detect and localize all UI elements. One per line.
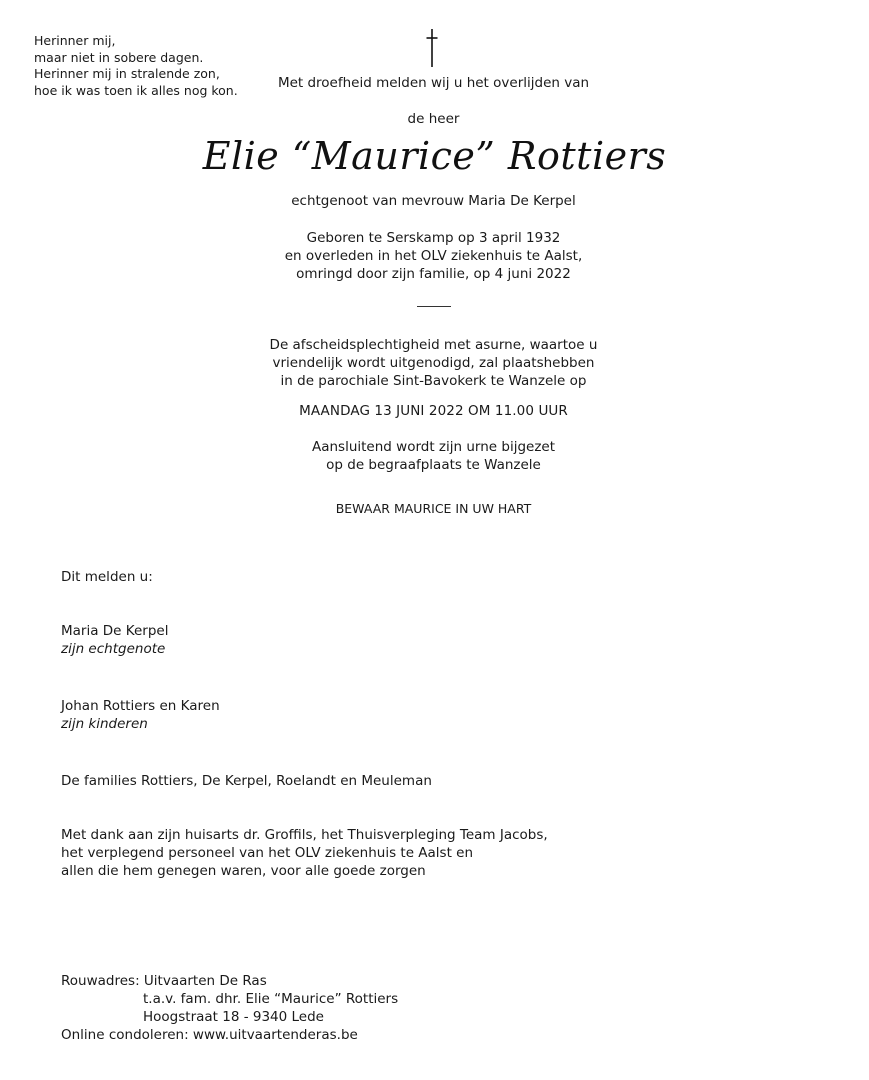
poem-line: Herinner mij, <box>34 33 116 48</box>
burial-line: op de begraafplaats te Wanzele <box>326 457 541 473</box>
mourning-address <box>61 972 398 1044</box>
thanks-text <box>61 826 548 880</box>
address-line: Rouwadres: Uitvaarten De Ras <box>61 973 267 989</box>
deceased-title: de heer <box>407 111 460 127</box>
thanks-line: allen die hem genegen waren, voor alle goede zorgen <box>61 863 426 879</box>
divider <box>417 306 451 307</box>
ceremony-details <box>180 336 687 390</box>
poem-line: hoe ik was toen ik alles nog kon. <box>34 82 238 98</box>
children-names: Johan Rottiers en Karen <box>61 698 220 714</box>
detail-line: en overleden in het OLV ziekenhuis te Aalst, <box>284 248 583 264</box>
family-children <box>61 697 220 733</box>
family-intro: Dit melden u: <box>61 569 153 585</box>
online-condolence-link[interactable]: Online condoleren: www.uitvaartenderas.be <box>61 1027 358 1043</box>
ceremony-datetime: MAANDAG 13 JUNI 2022 OM 11.00 UUR <box>299 403 568 419</box>
burial-line: Aansluitend wordt zijn urne bijgezet <box>311 439 556 455</box>
children-role: zijn kinderen <box>61 716 148 732</box>
announcement-intro: Met droefheid melden wij u het overlijden van <box>277 75 590 91</box>
ceremony-line: De afscheidsplechtigheid met asurne, waartoe u <box>269 337 598 353</box>
poem-line: maar niet in sobere dagen. <box>34 49 204 65</box>
cross-icon <box>425 28 439 68</box>
birth-death-details <box>180 229 687 283</box>
spouse-name: Maria De Kerpel <box>61 623 169 639</box>
address-line: t.a.v. fam. dhr. Elie “Maurice” Rottiers <box>143 991 399 1007</box>
detail-line: Geboren te Serskamp op 3 april 1932 <box>306 230 561 246</box>
family-spouse <box>61 622 168 658</box>
detail-line: omringd door zijn familie, op 4 juni 2022 <box>296 266 571 282</box>
remember-line: BEWAAR MAURICE IN UW HART <box>335 501 532 516</box>
ceremony-line: vriendelijk wordt uitgenodigd, zal plaatshebben <box>272 355 595 371</box>
thanks-line: Met dank aan zijn huisarts dr. Groffils, het Thuisverpleging Team Jacobs, <box>61 827 548 843</box>
burial-details <box>180 438 687 474</box>
spouse-line: echtgenoot van mevrouw Maria De Kerpel <box>291 193 576 209</box>
deceased-name: Elie “Maurice” Rottiers <box>202 134 667 178</box>
ceremony-line: in de parochiale Sint-Bavokerk te Wanzele op <box>280 373 587 389</box>
thanks-line: het verplegend personeel van het OLV ziekenhuis te Aalst en <box>61 845 474 861</box>
poem-line: Herinner mij in stralende zon, <box>34 66 220 81</box>
spouse-role: zijn echtgenote <box>61 641 166 657</box>
family-names: De families Rottiers, De Kerpel, Roelandt en Meuleman <box>61 773 432 789</box>
address-line: Hoogstraat 18 - 9340 Lede <box>143 1009 324 1025</box>
